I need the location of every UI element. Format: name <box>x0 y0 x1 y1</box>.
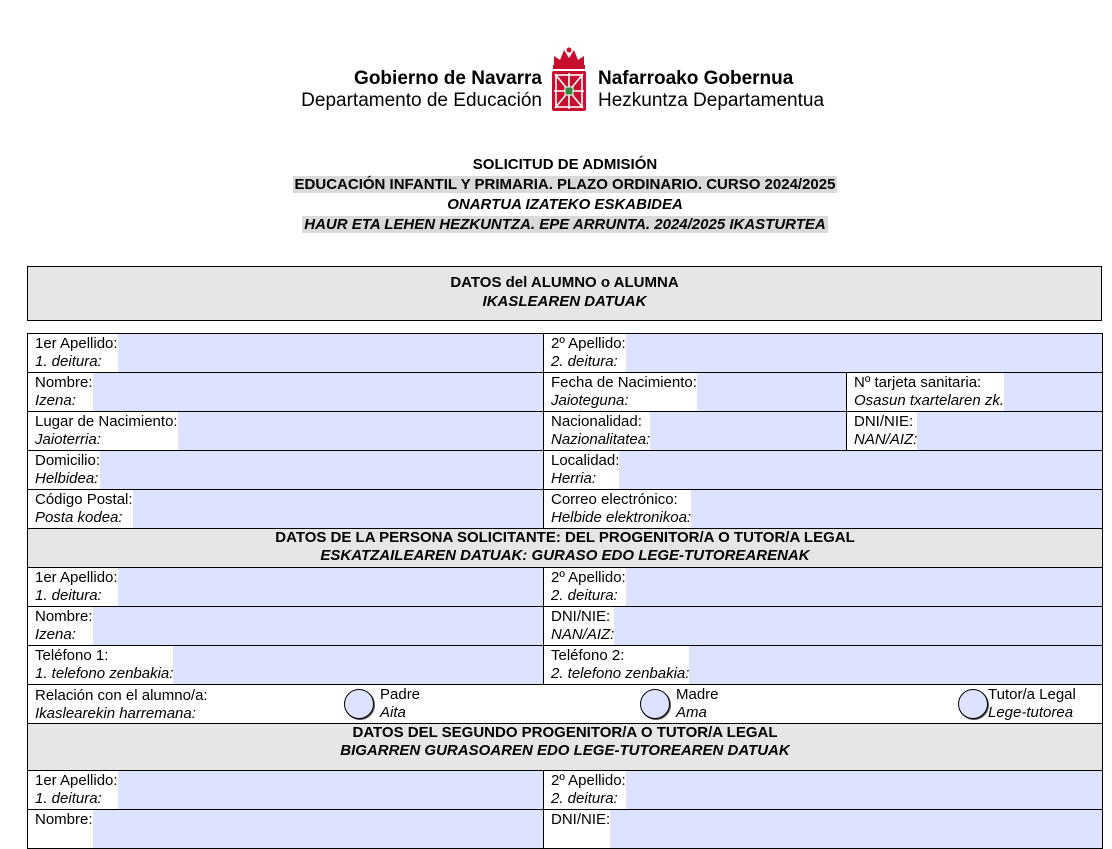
label: Nº tarjeta sanitaria: <box>854 374 982 391</box>
label: 2º Apellido: <box>551 772 626 789</box>
label: 2. deitura: <box>551 353 618 370</box>
title-es: SOLICITUD DE ADMISIÓN <box>472 156 658 173</box>
table-row <box>28 771 1103 810</box>
label: Jaioterria: <box>35 431 101 448</box>
label: Herria: <box>551 470 597 487</box>
label: 2. deitura: <box>551 790 618 807</box>
label: DNI/NIE: <box>854 413 914 430</box>
title-eu: ONARTUA IZATEKO ESKABIDEA <box>447 196 683 213</box>
label: Lege-tutorea <box>988 704 1074 721</box>
admission-form-table <box>27 333 1103 849</box>
org-name-eu: Nafarroako Gobernua <box>598 68 794 89</box>
section-second-title-es: DATOS DEL SEGUNDO PROGENITOR/A O TUTOR/A LEGAL <box>352 724 778 741</box>
label: Nombre: <box>35 811 93 828</box>
label: 1. deitura: <box>35 790 102 807</box>
label: 1er Apellido: <box>35 569 118 586</box>
label: Nombre: <box>35 374 93 391</box>
label: Lugar de Nacimiento: <box>35 413 178 430</box>
student-surname1-field[interactable] <box>118 334 543 372</box>
section-student-header <box>27 266 1102 321</box>
table-row <box>28 568 1103 607</box>
label: Teléfono 2: <box>551 647 625 664</box>
dept-name-eu: Hezkuntza Departamentua <box>598 90 825 111</box>
label: Jaioteguna: <box>551 392 629 409</box>
second-surname2-field[interactable] <box>626 771 1102 809</box>
table-row <box>28 490 1103 529</box>
label: Aita <box>380 704 406 721</box>
label: 1. deitura: <box>35 353 102 370</box>
student-email-field[interactable] <box>691 490 1102 528</box>
label: Osasun txartelaren zk. <box>854 392 1005 409</box>
relationship-row <box>28 685 1102 723</box>
label: Izena: <box>35 392 76 409</box>
table-row <box>28 373 1103 412</box>
label: 2º Apellido: <box>551 569 626 586</box>
label: Domicilio: <box>35 452 101 469</box>
label: Tutor/a Legal <box>988 686 1076 703</box>
form-titles <box>0 155 1112 235</box>
applicant-surname1-field[interactable] <box>118 568 543 606</box>
header-right <box>598 68 824 112</box>
student-surname2-field[interactable] <box>626 334 1102 372</box>
label: Helbidea: <box>35 470 99 487</box>
relation-mother-radio[interactable] <box>640 689 670 719</box>
section-applicant-title-eu: ESKATZAILEAREN DATUAK: GURASO EDO LEGE-TUTOREARENAK <box>320 547 810 564</box>
table-row <box>28 334 1103 373</box>
table-row <box>28 810 1103 849</box>
applicant-phone1-field[interactable] <box>173 646 543 684</box>
label: Correo electrónico: <box>551 491 678 508</box>
label: Ikaslearekin harremana: <box>35 704 196 722</box>
section-student-title-eu: IKASLEAREN DATUAK <box>482 293 647 310</box>
second-name-field[interactable] <box>93 810 543 848</box>
label: 2. telefono zenbakia: <box>551 665 690 682</box>
org-name-es: Gobierno de Navarra <box>354 68 542 89</box>
student-zip-field[interactable] <box>133 490 543 528</box>
label: DNI/NIE: <box>551 811 611 828</box>
student-birthdate-field[interactable] <box>697 373 846 411</box>
relation-tutor-radio[interactable] <box>958 689 988 719</box>
section-second-title-eu: BIGARREN GURASOAREN EDO LEGE-TUTOREAREN DATUAK <box>340 742 790 759</box>
navarra-shield-icon <box>548 46 590 116</box>
label: Padre <box>380 686 421 703</box>
student-address-field[interactable] <box>100 451 543 489</box>
label: 1er Apellido: <box>35 335 118 352</box>
table-row <box>28 646 1103 685</box>
applicant-surname2-field[interactable] <box>626 568 1102 606</box>
applicant-phone2-field[interactable] <box>689 646 1102 684</box>
student-health-card-field[interactable] <box>1004 373 1102 411</box>
section-applicant-title-es: DATOS DE LA PERSONA SOLICITANTE: DEL PROGENITOR/A O TUTOR/A LEGAL <box>275 529 855 546</box>
section-second-header <box>28 724 1103 771</box>
student-name-field[interactable] <box>93 373 543 411</box>
subtitle-es: EDUCACIÓN INFANTIL Y PRIMARIA. PLAZO ORDINARIO. CURSO 2024/2025 <box>294 176 836 193</box>
section-student-title-es: DATOS del ALUMNO o ALUMNA <box>450 274 679 291</box>
student-locality-field[interactable] <box>619 451 1102 489</box>
second-dni-field[interactable] <box>610 810 1102 848</box>
label: 2. deitura: <box>551 587 618 604</box>
applicant-name-field[interactable] <box>93 607 543 645</box>
label: 1. telefono zenbakia: <box>35 665 174 682</box>
label: NAN/AIZ: <box>854 431 918 448</box>
student-dni-field[interactable] <box>917 412 1102 450</box>
header-left <box>301 68 542 112</box>
label: Posta kodea: <box>35 509 123 526</box>
table-row <box>28 412 1103 451</box>
section-applicant-header <box>28 529 1103 568</box>
label: NAN/AIZ: <box>551 626 615 643</box>
table-row <box>28 451 1103 490</box>
label: Helbide elektronikoa: <box>551 509 692 526</box>
table-row <box>28 685 1103 724</box>
second-surname1-field[interactable] <box>118 771 543 809</box>
applicant-dni-field[interactable] <box>614 607 1102 645</box>
label: Nacionalidad: <box>551 413 642 430</box>
label: Izena: <box>35 626 76 643</box>
label: Localidad: <box>551 452 620 469</box>
label: 2º Apellido: <box>551 335 626 352</box>
subtitle-eu: HAUR ETA LEHEN HEZKUNTZA. EPE ARRUNTA. 2024/2025 IKASTURTEA <box>304 216 826 233</box>
label: Nombre: <box>35 608 93 625</box>
header-logo <box>270 46 870 116</box>
label: Teléfono 1: <box>35 647 109 664</box>
label: Fecha de Nacimiento: <box>551 374 697 391</box>
student-nationality-field[interactable] <box>650 412 846 450</box>
label: Madre <box>676 686 719 703</box>
label: Nazionalitatea: <box>551 431 651 448</box>
label: Ama <box>676 704 707 721</box>
label: 1er Apellido: <box>35 772 118 789</box>
label: Código Postal: <box>35 491 133 508</box>
label: Relación con el alumno/a: <box>35 686 208 704</box>
label: DNI/NIE: <box>551 608 611 625</box>
label: 1. deitura: <box>35 587 102 604</box>
dept-name-es: Departamento de Educación <box>301 90 542 111</box>
student-birthplace-field[interactable] <box>178 412 543 450</box>
table-row <box>28 607 1103 646</box>
relation-father-radio[interactable] <box>344 689 374 719</box>
